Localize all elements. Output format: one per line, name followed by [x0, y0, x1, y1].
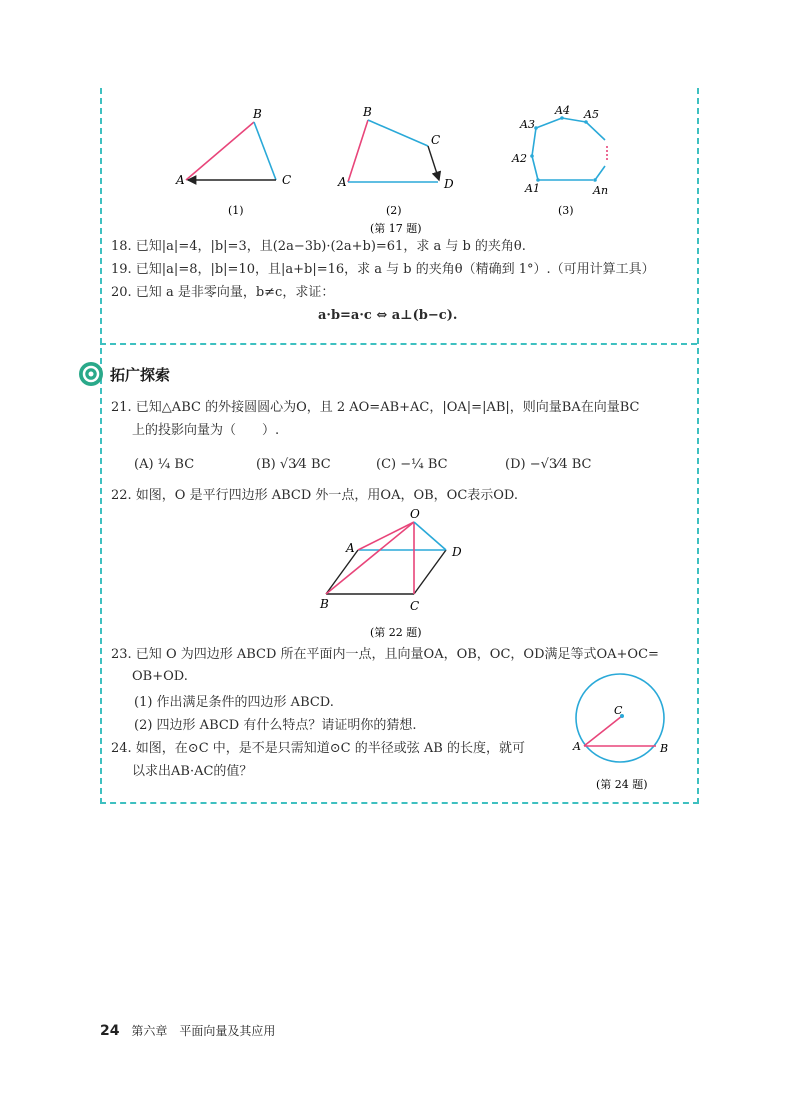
- label-d: D: [452, 545, 462, 559]
- option-a: (A) ¼ BC: [134, 457, 195, 472]
- label-c: C: [410, 599, 420, 613]
- label-b: B: [363, 105, 372, 119]
- figure-24: [570, 668, 680, 794]
- figure-17: [100, 96, 695, 236]
- label-b: B: [253, 107, 262, 121]
- label-a: A: [176, 173, 185, 187]
- problem-20: 20. 已知 a 是非零向量，b≠c，求证：: [111, 285, 335, 300]
- vector-cd: [428, 146, 439, 180]
- subfig-label: (1): [228, 204, 244, 217]
- label-c: C: [282, 173, 292, 187]
- label-an: An: [593, 184, 609, 197]
- section-header: [78, 360, 170, 388]
- explore-icon: [78, 361, 104, 387]
- vector-bc: [368, 120, 428, 146]
- problem-24-line2: 以求出AB·AC的值？: [132, 764, 253, 779]
- section-title: 拓广探索: [110, 365, 171, 384]
- label-a: A: [338, 175, 347, 189]
- vector-bc: [254, 122, 276, 180]
- problem-20-formula: a·b=a·c ⇔ a⊥(b−c).: [318, 308, 458, 323]
- label-a3: A3: [520, 118, 535, 131]
- label-a1: A1: [525, 182, 540, 195]
- figure-caption: (第 24 题): [596, 778, 648, 791]
- problem-23-sub1: (1) 作出满足条件的四边形 ABCD.: [134, 695, 334, 710]
- option-b: (B) √3⁄4 BC: [256, 457, 331, 472]
- vector-ab: [186, 122, 254, 180]
- label-c: C: [431, 133, 441, 147]
- figure-caption: (第 22 题): [370, 626, 422, 639]
- label-o: O: [410, 508, 420, 521]
- problem-21-line2: 上的投影向量为（ ）.: [132, 423, 280, 438]
- problem-19: 19. 已知|a|=8，|b|=10，且|a+b|=16，求 a 与 b 的夹角θ（精确到 1°）.（可用计算工具）: [111, 262, 655, 277]
- problem-18: 18. 已知|a|=4，|b|=3，且(2a−3b)·(2a+b)=61，求 a 与 b 的夹角θ.: [111, 239, 526, 254]
- option-d: (D) −√3⁄4 BC: [505, 457, 592, 472]
- problem-23-sub2: (2) 四边形 ABCD 有什么特点？请证明你的猜想.: [134, 718, 417, 733]
- subfig-label: (2): [386, 204, 402, 217]
- figure-22: [310, 508, 470, 640]
- problem-23-line1: 23. 已知 O 为四边形 ABCD 所在平面内一点，且向量OA，OB，OC，OD满足等式OA+OC=: [111, 647, 659, 662]
- option-c: (C) −¼ BC: [376, 457, 448, 472]
- label-a: A: [573, 740, 581, 753]
- label-a5: A5: [584, 108, 599, 121]
- figure-17-3: [511, 104, 608, 217]
- label-b: B: [320, 597, 329, 611]
- label-a: A: [346, 541, 355, 555]
- figure-17-2: [337, 105, 454, 217]
- label-d: D: [444, 177, 454, 191]
- label-a4: A4: [555, 104, 570, 117]
- page-number: 24: [100, 1023, 120, 1039]
- subfig-label: (3): [558, 204, 574, 217]
- vector-ac: [584, 716, 622, 746]
- problem-23-line2: OB+OD.: [132, 669, 188, 684]
- chapter-title: 第六章 平面向量及其应用: [131, 1024, 276, 1038]
- problem-24-line1: 24. 如图，在⊙C 中，是不是只需知道⊙C 的半径或弦 AB 的长度，就可: [111, 741, 525, 756]
- label-a2: A2: [512, 152, 527, 165]
- page-footer: [100, 1022, 275, 1039]
- label-c: C: [614, 704, 623, 717]
- problem-22: 22. 如图，O 是平行四边形 ABCD 外一点，用OA，OB，OC表示OD.: [111, 488, 519, 503]
- problem-21-line1: 21. 已知△ABC 的外接圆圆心为O，且 2 AO=AB+AC，|OA|=|AB|，则向量BA在向量BC: [111, 400, 640, 415]
- section-divider: [100, 343, 697, 345]
- label-b: B: [660, 742, 669, 755]
- figure-17-1: [175, 107, 291, 217]
- vector-ab: [348, 120, 368, 182]
- figure-caption: (第 17 题): [370, 222, 422, 235]
